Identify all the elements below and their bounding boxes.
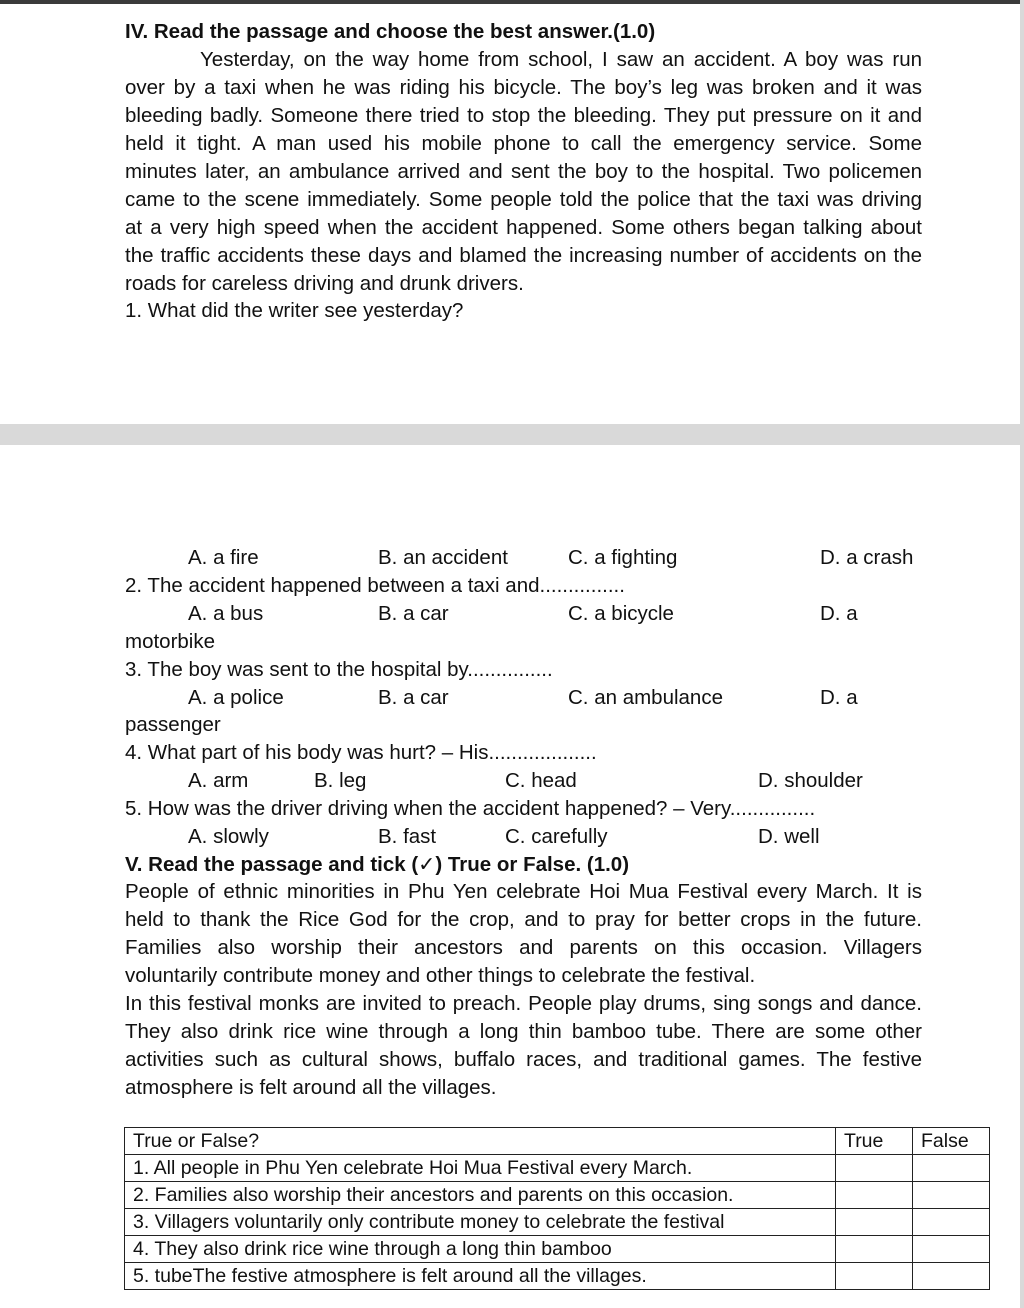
- q3-option-b: B. a car: [378, 686, 449, 709]
- statement-header: True or False?: [125, 1128, 836, 1155]
- right-edge: [1020, 0, 1024, 1308]
- passage-line: minutes later, an ambulance arrived and sent the boy to the hospital. Two policemen: [125, 160, 922, 183]
- passage-line: In this festival monks are invited to preach. People play drums, sing songs and dance.: [125, 992, 922, 1015]
- true-cell[interactable]: [836, 1209, 913, 1236]
- passage-line: held it tight. A man used his mobile phone to call the emergency service. Some: [125, 132, 922, 155]
- question-4: 4. What part of his body was hurt? – His...................: [125, 741, 597, 764]
- q4-option-d: D. shoulder: [758, 769, 863, 792]
- true-cell[interactable]: [836, 1155, 913, 1182]
- false-header: False: [913, 1128, 990, 1155]
- passage-line: voluntarily contribute money and other things to celebrate the festival.: [125, 964, 756, 987]
- q2-option-d: D. a: [820, 602, 858, 625]
- q2-option-c: C. a bicycle: [568, 602, 674, 625]
- passage-line: bleeding badly. Someone there tried to stop the bleeding. They put pressure on it and: [125, 104, 922, 127]
- table-row: [125, 1209, 990, 1236]
- table-row: [125, 1182, 990, 1209]
- statement-cell: 2. Families also worship their ancestors and parents on this occasion.: [125, 1182, 836, 1209]
- question-2: 2. The accident happened between a taxi and...............: [125, 574, 625, 597]
- true-cell[interactable]: [836, 1236, 913, 1263]
- q3-option-d-wrap: passenger: [125, 713, 221, 736]
- true-false-table: [124, 1127, 990, 1290]
- passage-line: roads for careless driving and drunk drivers.: [125, 272, 524, 295]
- passage-line: atmosphere is felt around all the villages.: [125, 1076, 497, 1099]
- passage-line: over by a taxi when he was riding his bicycle. The boy’s leg was broken and it was: [125, 76, 922, 99]
- false-cell[interactable]: [913, 1236, 990, 1263]
- q5-option-d: D. well: [758, 825, 820, 848]
- table-row: [125, 1236, 990, 1263]
- statement-cell: 5. tubeThe festive atmosphere is felt around all the villages.: [125, 1263, 836, 1290]
- passage-line: came to the scene immediately. Some people told the police that the taxi was driving: [125, 188, 922, 211]
- statement-cell: 3. Villagers voluntarily only contribute money to celebrate the festival: [125, 1209, 836, 1236]
- q5-option-a: A. slowly: [188, 825, 269, 848]
- table-row: [125, 1155, 990, 1182]
- question-3: 3. The boy was sent to the hospital by...............: [125, 658, 553, 681]
- true-header: True: [836, 1128, 913, 1155]
- q3-option-c: C. an ambulance: [568, 686, 723, 709]
- false-cell[interactable]: [913, 1182, 990, 1209]
- q3-option-d: D. a: [820, 686, 858, 709]
- q4-option-a: A. arm: [188, 769, 249, 792]
- q5-option-b: B. fast: [378, 825, 437, 848]
- passage-line: activities such as cultural shows, buffalo races, and traditional games. The festive: [125, 1048, 922, 1071]
- q1-option-a: A. a fire: [188, 546, 259, 569]
- q2-option-a: A. a bus: [188, 602, 264, 625]
- passage-line: at a very high speed when the accident happened. Some others began talking about: [125, 216, 922, 239]
- q5-option-c: C. carefully: [505, 825, 608, 848]
- q3-option-a: A. a police: [188, 686, 284, 709]
- false-cell[interactable]: [913, 1209, 990, 1236]
- q4-option-b: B. leg: [314, 769, 367, 792]
- q4-option-c: C. head: [505, 769, 577, 792]
- statement-cell: 4. They also drink rice wine through a long thin bamboo: [125, 1236, 836, 1263]
- false-cell[interactable]: [913, 1263, 990, 1290]
- question-5: 5. How was the driver driving when the accident happened? – Very...............: [125, 797, 816, 820]
- table-header-row: [125, 1128, 990, 1155]
- section-4-heading: IV. Read the passage and choose the best answer.(1.0): [125, 20, 656, 43]
- passage-line: They also drink rice wine through a long thin bamboo tube. There are some other: [125, 1020, 922, 1043]
- page-break: [0, 424, 1024, 445]
- passage-line: People of ethnic minorities in Phu Yen celebrate Hoi Mua Festival every March. It is: [125, 880, 922, 903]
- q2-option-b: B. a car: [378, 602, 449, 625]
- passage-line: held to thank the Rice God for the crop, and to pray for better crops in the future.: [125, 908, 922, 931]
- passage-line: Families also worship their ancestors and parents on this occasion. Villagers: [125, 936, 922, 959]
- false-cell[interactable]: [913, 1155, 990, 1182]
- table-row: [125, 1263, 990, 1290]
- statement-cell: 1. All people in Phu Yen celebrate Hoi Mua Festival every March.: [125, 1155, 836, 1182]
- passage-line: the traffic accidents these days and blamed the increasing number of accidents on the: [125, 244, 922, 267]
- passage-line: Yesterday, on the way home from school, I saw an accident. A boy was run: [200, 48, 922, 71]
- q1-option-d: D. a crash: [820, 546, 914, 569]
- true-cell[interactable]: [836, 1182, 913, 1209]
- q1-option-c: C. a fighting: [568, 546, 678, 569]
- question-1: 1. What did the writer see yesterday?: [125, 299, 464, 322]
- q2-option-d-wrap: motorbike: [125, 630, 216, 653]
- section-5-heading: V. Read the passage and tick (✓) True or False. (1.0): [125, 853, 630, 876]
- top-border: [0, 0, 1024, 4]
- true-cell[interactable]: [836, 1263, 913, 1290]
- q1-option-b: B. an accident: [378, 546, 508, 569]
